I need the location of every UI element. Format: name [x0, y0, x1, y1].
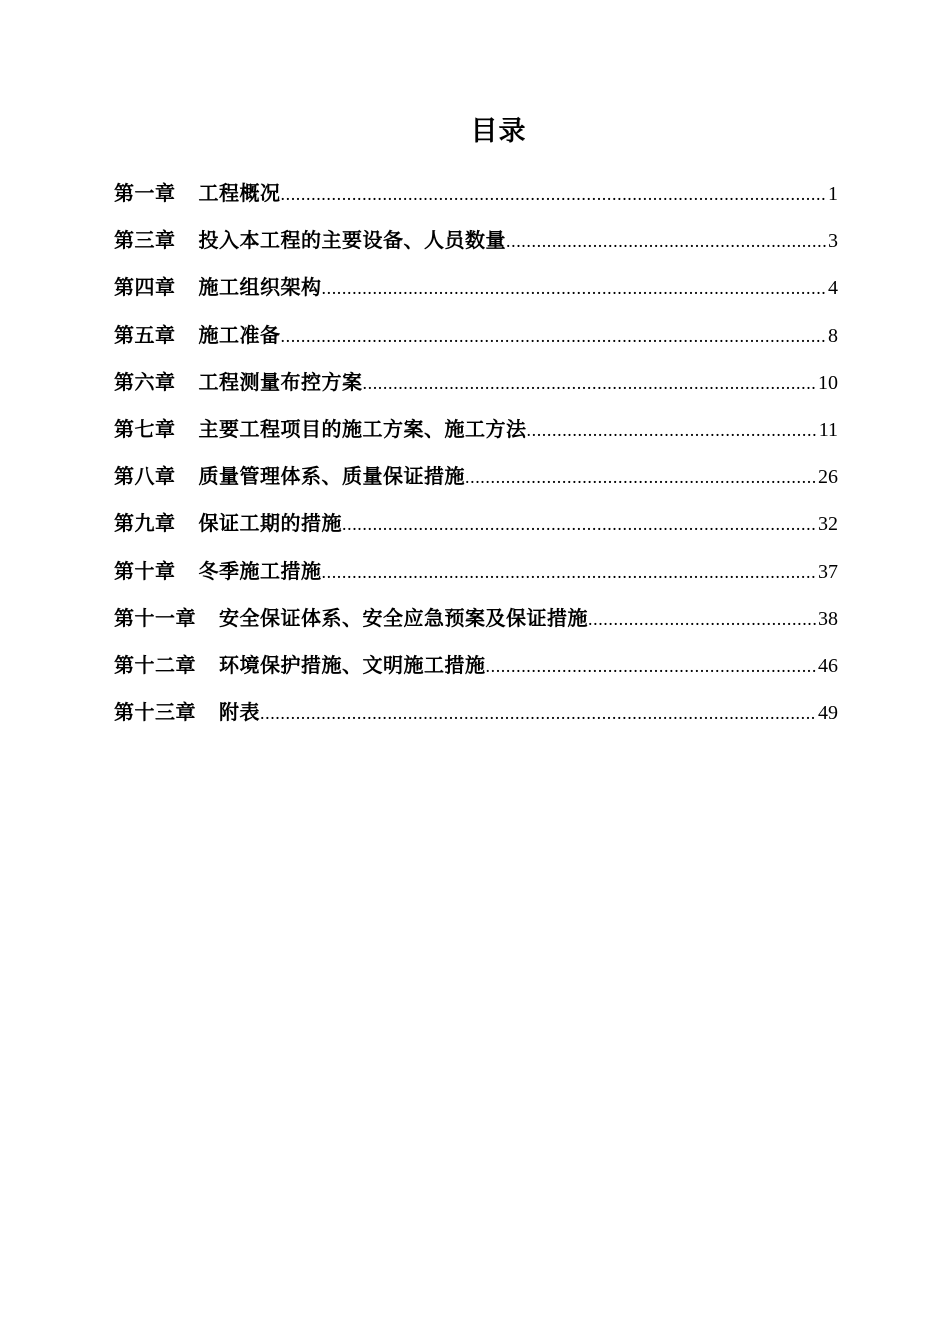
toc-page-number: 38	[818, 607, 838, 630]
toc-chapter-number: 第一章	[114, 181, 176, 205]
toc-entry[interactable]	[114, 500, 838, 547]
toc-chapter-heading: 工程概况	[198, 181, 281, 205]
toc-entry[interactable]	[114, 595, 838, 642]
toc-dot-leader	[506, 218, 827, 265]
toc-entry[interactable]	[114, 312, 838, 359]
toc-dot-leader	[486, 643, 818, 690]
toc-entry[interactable]	[114, 217, 838, 264]
toc-dot-leader	[363, 360, 818, 407]
toc-page-number: 49	[818, 702, 838, 725]
toc-chapter-number: 第十三章	[114, 700, 196, 725]
toc-chapter-heading: 施工准备	[198, 322, 281, 347]
toc-page-number: 10	[818, 371, 838, 394]
toc-entry[interactable]	[114, 264, 838, 311]
toc-chapter-heading: 施工组织架构	[198, 275, 322, 300]
toc-chapter-heading: 环境保护措施、文明施工措施	[219, 652, 486, 677]
toc-dot-leader	[342, 501, 817, 548]
toc-chapter-heading: 保证工期的措施	[198, 511, 342, 536]
toc-chapter-heading: 质量管理体系、质量保证措施	[198, 464, 465, 489]
toc-dot-leader	[260, 690, 817, 737]
toc-chapter-number: 第五章	[114, 322, 176, 347]
toc-dot-leader	[322, 265, 828, 312]
toc-chapter-heading: 主要工程项目的施工方案、施工方法	[198, 416, 527, 441]
toc-chapter-number: 第七章	[114, 416, 176, 441]
toc-title: 目录	[470, 116, 527, 147]
toc-chapter-heading: 附表	[219, 700, 260, 725]
toc-chapter-number: 第四章	[114, 275, 176, 300]
toc-list	[114, 170, 838, 736]
toc-chapter-number: 第六章	[114, 369, 176, 394]
toc-dot-leader	[527, 407, 818, 454]
toc-chapter-heading: 冬季施工措施	[198, 558, 322, 583]
toc-chapter-heading: 工程测量布控方案	[198, 369, 363, 394]
toc-chapter-number: 第八章	[114, 464, 176, 489]
toc-chapter-number: 第九章	[114, 511, 176, 536]
toc-dot-leader	[465, 454, 817, 501]
toc-page-number: 1	[828, 183, 838, 205]
toc-entry[interactable]	[114, 642, 838, 689]
toc-page-number: 3	[828, 230, 838, 253]
toc-page-number: 4	[828, 277, 838, 300]
toc-entry[interactable]	[114, 170, 838, 217]
toc-page-number: 11	[818, 418, 838, 441]
toc-dot-leader	[588, 596, 817, 643]
toc-chapter-number: 第三章	[114, 228, 176, 253]
toc-page-number: 26	[818, 466, 838, 489]
toc-chapter-number: 第十一章	[114, 605, 196, 630]
toc-entry[interactable]	[114, 453, 838, 500]
toc-chapter-number: 第十二章	[114, 652, 196, 677]
toc-entry[interactable]	[114, 359, 838, 406]
toc-entry[interactable]	[114, 689, 838, 736]
toc-chapter-heading: 投入本工程的主要设备、人员数量	[198, 228, 506, 253]
toc-page-number: 37	[818, 560, 838, 583]
toc-page-number: 8	[828, 324, 838, 347]
toc-entry[interactable]	[114, 406, 838, 453]
toc-page-number: 46	[818, 654, 838, 677]
toc-page-number: 32	[818, 513, 838, 536]
toc-dot-leader	[322, 549, 818, 596]
toc-dot-leader	[281, 171, 828, 218]
toc-chapter-number: 第十章	[114, 558, 176, 583]
toc-entry[interactable]	[114, 548, 838, 595]
toc-chapter-heading: 安全保证体系、安全应急预案及保证措施	[219, 605, 588, 630]
toc-dot-leader	[281, 313, 828, 360]
